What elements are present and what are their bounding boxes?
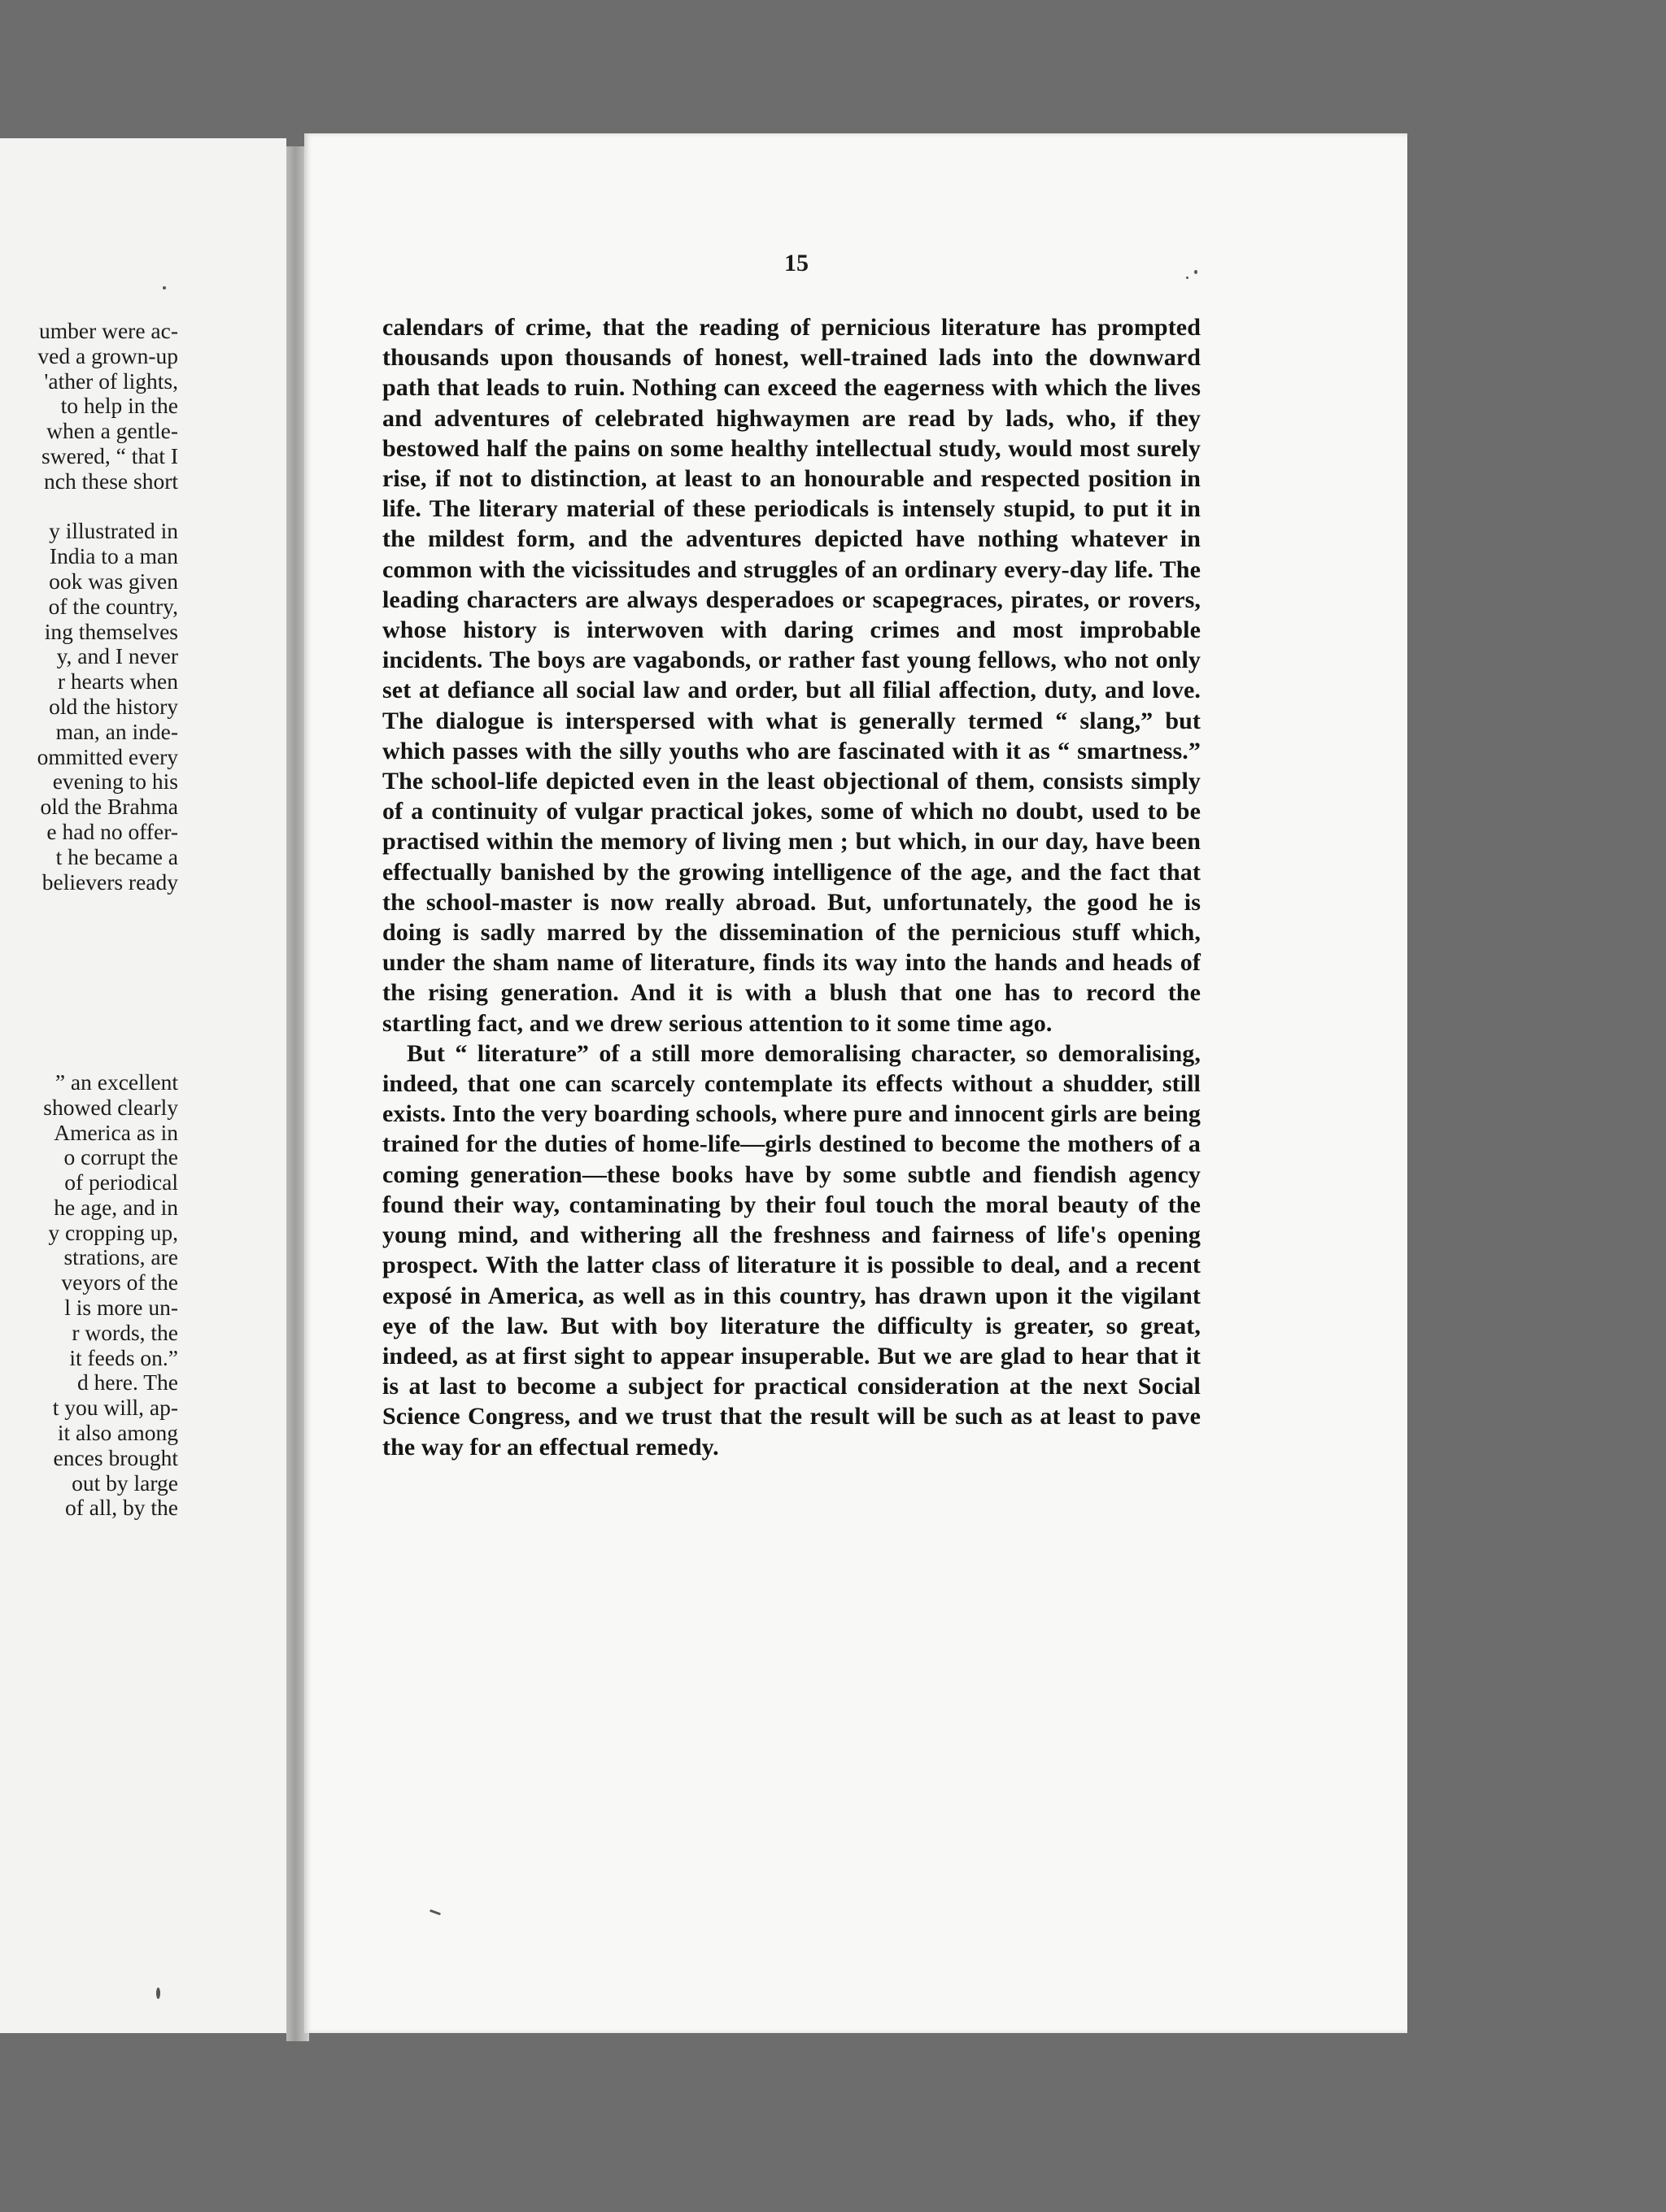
left-page-line: when a gentle- <box>46 418 178 444</box>
left-page-line: e had no offer- <box>46 818 178 844</box>
left-page-text-column <box>0 319 178 1521</box>
left-page-line: strations, are <box>63 1244 178 1270</box>
left-page-line: y illustrated in <box>49 518 178 544</box>
left-page-line: nch these short <box>44 468 178 494</box>
left-page-line: America as in <box>54 1119 178 1145</box>
page-number: 15 <box>784 250 809 276</box>
left-page-line: it feeds on.” <box>69 1344 178 1370</box>
left-page-line: of all, by the <box>65 1495 178 1521</box>
scan-speck <box>1186 276 1188 279</box>
left-page-line: veyors of the <box>61 1269 178 1295</box>
left-page-line: o corrupt the <box>63 1144 178 1170</box>
scan-speck <box>1194 270 1197 274</box>
left-page-line: ved a grown-up <box>37 342 178 368</box>
left-page-line: d here. The <box>77 1369 178 1396</box>
scan-speck <box>156 1988 160 1999</box>
left-page-line: old the history <box>49 693 178 719</box>
left-page-line: r hearts when <box>57 668 178 695</box>
left-page-line <box>0 1045 178 1070</box>
left-page-line: ” an excellent <box>55 1069 178 1095</box>
left-page-line: of periodical <box>64 1169 178 1195</box>
left-page-line <box>0 494 178 520</box>
left-page-line: it also among <box>57 1420 178 1446</box>
left-page-line: ing themselves <box>44 618 178 644</box>
left-page-line: he age, and in <box>54 1194 178 1220</box>
left-page-line: ommitted every <box>37 743 178 769</box>
left-page-line: out by large <box>72 1470 178 1496</box>
left-page-line: t he became a <box>55 843 178 869</box>
left-page-line: t you will, ap- <box>52 1395 178 1421</box>
left-page-line <box>0 970 178 995</box>
left-page-line: swered, “ that I <box>41 442 178 468</box>
left-page-line: ences brought <box>53 1444 178 1470</box>
left-page-line <box>0 1020 178 1045</box>
left-page-line: to help in the <box>60 393 178 419</box>
left-page <box>0 138 286 2033</box>
left-page-line: of the country, <box>48 593 178 619</box>
left-page-line: showed clearly <box>43 1094 178 1120</box>
left-page-line <box>0 995 178 1021</box>
left-page-line <box>0 945 178 970</box>
left-page-line: old the Brahma <box>40 794 178 820</box>
body-text <box>382 312 1201 1462</box>
left-page-line: India to a man <box>49 543 178 569</box>
left-page-line: l is more un- <box>64 1295 178 1321</box>
left-page-line: evening to his <box>52 769 178 795</box>
paragraph-2: But “ literature” of a still more demoralising character, so demoralising, indeed, that one can scarcely contemplate its effects without a shudder, still exists. Into the very boarding schools, where pure and innocent girls are being trained for the duties of home-life—girls destined to become the mothers of a coming generation—these books have by some subtle and fiendish agency found their way, contaminating by their foul touch the moral beauty of the young mind, and withering all the freshness and fairness of life's opening prospect. With the latter class of literature it is possible to deal, and a recent exposé in America, as well as in this country, has drawn upon it the vigilant eye of the law. But with boy literature the difficulty is greater, so great, indeed, as at first sight to appear insuperable. But we are glad to hear that it is at last to become a subject for practical consideration at the next Social Science Congress, and we trust that the result will be such as at least to pave the way for an effectual remedy. <box>382 1039 1201 1461</box>
left-page-line <box>0 920 178 945</box>
left-page-line: y, and I never <box>56 643 178 669</box>
left-page-line: 'ather of lights, <box>44 368 178 394</box>
left-page-line: believers ready <box>41 869 178 895</box>
left-page-line: r words, the <box>72 1319 178 1345</box>
paragraph-1: calendars of crime, that the reading of pernicious literature has prompted thousands upon thousands of honest, well-trained lads into the downward path that leads to ruin. Nothing can exceed the eagerness with which the lives and adventures of celebrated highwaymen are read by lads, who, if they bestowed half the pains on some healthy intellectual study, would most surely rise, if not to distinction, at least to an honourable and respected position in life. The literary material of these periodicals is intensely stupid, to put it in the mildest form, and the adventures depicted have nothing whatever in common with the vicissitudes and struggles of an ordinary every-day life. The leading characters are always desperadoes or scapegraces, pirates, or rovers, whose history is interwoven with daring crimes and most improbable incidents. The boys are vagabonds, or rather fast young fellows, who not only set at defiance all social law and order, but all filial affection, duty, and love. The dialogue is interspersed with what is generally termed “ slang,” but which passes with the silly youths who are fascinated with it as “ smartness.” The school-life depicted even in the least objectional of them, consists simply of a continuity of vulgar practical jokes, some of which no doubt, used to be practised within the memory of living men ; but which, in our day, have been effectually banished by the growing intelligence of the age, and the fact that the school-master is now really abroad. But, unfortunately, the good he is doing is sadly marred by the dissemination of the pernicious stuff which, under the sham name of literature, finds its way into the hands and heads of the rising generation. And it is with a blush that one has to record the startling fact, and we drew serious attention to it some time ago. <box>382 314 1201 1037</box>
scan-speck <box>163 286 166 290</box>
left-page-line: umber were ac- <box>38 318 178 343</box>
left-page-line <box>0 895 178 920</box>
left-page-line: man, an inde- <box>55 718 178 744</box>
left-page-line: ook was given <box>49 568 178 594</box>
left-page-line: y cropping up, <box>48 1219 178 1245</box>
right-page <box>304 133 1407 2033</box>
